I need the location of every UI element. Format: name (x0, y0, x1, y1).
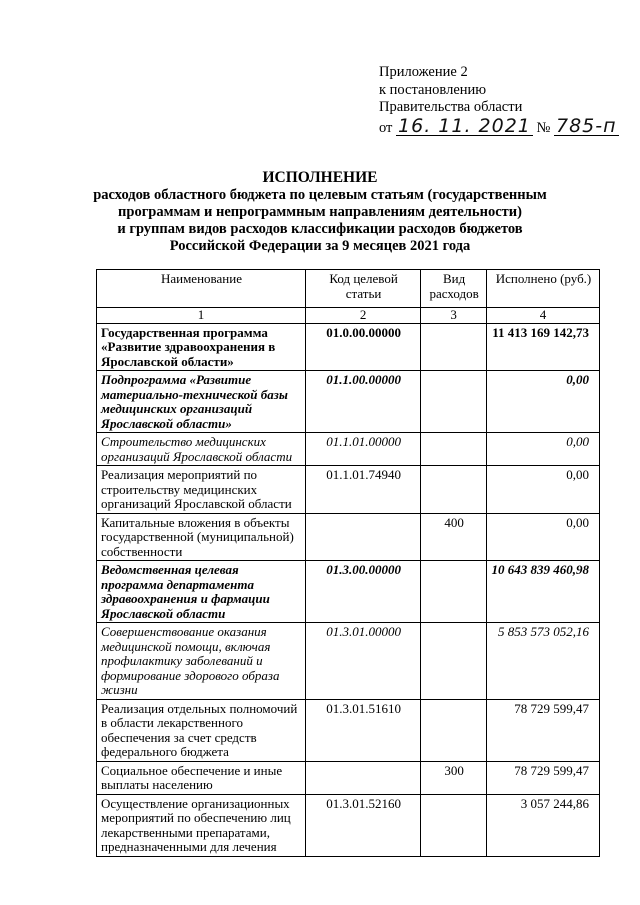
table-row (97, 761, 600, 794)
row-name: Подпрограмма «Развитие материально-технической базы медицинских организаций Ярославской области» (97, 371, 306, 433)
table-row (97, 699, 600, 761)
row-sum: 0,00 (486, 513, 599, 561)
row-code: 01.1.01.00000 (305, 433, 420, 466)
document-title (0, 169, 640, 255)
row-code: 01.1.00.00000 (305, 371, 420, 433)
row-name: Социальное обеспечение и иные выплаты населению (97, 761, 306, 794)
row-code: 01.3.01.00000 (305, 623, 420, 700)
row-type (421, 371, 487, 433)
title-line-2: программам и непрограммным направлениям деятельности) (118, 204, 522, 220)
row-name: Ведомственная целевая программа департамента здравоохранения и фармации Ярославской области (97, 561, 306, 623)
date-prefix: от (379, 119, 393, 136)
row-code: 01.3.00.00000 (305, 561, 420, 623)
col-number-1: 1 (97, 308, 306, 324)
row-code (305, 761, 420, 794)
appendix-date-line (379, 114, 619, 138)
column-number-row (97, 308, 600, 324)
title-line-3: и группам видов расходов классификации расходов бюджетов (117, 221, 523, 237)
table-row (97, 371, 600, 433)
header-type: Вид расходов (421, 270, 487, 308)
row-sum: 0,00 (486, 371, 599, 433)
col-number-4: 4 (486, 308, 599, 324)
row-type: 400 (421, 513, 487, 561)
row-name: Совершенствование оказания медицинской помощи, включая профилактику заболеваний и формирование здорового образа жизни (97, 623, 306, 700)
row-sum: 3 057 244,86 (486, 794, 599, 856)
col-number-3: 3 (421, 308, 487, 324)
row-name: Реализация отдельных полномочий в области лекарственного обеспечения за счет средств федерального бюджета (97, 699, 306, 761)
row-sum: 11 413 169 142,73 (486, 323, 599, 371)
row-code: 01.1.01.74940 (305, 466, 420, 514)
title-main: ИСПОЛНЕНИЕ (262, 169, 378, 186)
row-sum: 0,00 (486, 466, 599, 514)
row-sum: 78 729 599,47 (486, 761, 599, 794)
table-row (97, 323, 600, 371)
table-row (97, 561, 600, 623)
row-type (421, 466, 487, 514)
row-type (421, 699, 487, 761)
row-sum: 78 729 599,47 (486, 699, 599, 761)
table-row (97, 794, 600, 856)
header-name: Наименование (97, 270, 306, 308)
table-row (97, 623, 600, 700)
handwritten-number: 785-п (556, 114, 617, 137)
header-sum: Исполнено (руб.) (486, 270, 599, 308)
title-line-1: расходов областного бюджета по целевым статьям (государственным (93, 187, 547, 203)
budget-table (96, 269, 600, 857)
row-code: 01.3.01.51610 (305, 699, 420, 761)
appendix-line-3: Правительства области (379, 99, 523, 115)
row-sum: 10 643 839 460,98 (486, 561, 599, 623)
table-row (97, 466, 600, 514)
appendix-block (379, 64, 619, 137)
row-name: Осуществление организационных мероприятий по обеспечению лиц лекарственными препаратами, предназначенными для лечения (97, 794, 306, 856)
row-type (421, 433, 487, 466)
row-name: Капитальные вложения в объекты государственной (муниципальной) собственности (97, 513, 306, 561)
row-code: 01.0.00.00000 (305, 323, 420, 371)
row-code (305, 513, 420, 561)
table-header-row (97, 270, 600, 308)
row-name: Государственная программа «Развитие здравоохранения в Ярославской области» (97, 323, 306, 371)
col-number-2: 2 (305, 308, 420, 324)
appendix-line-2: к постановлению (379, 81, 487, 98)
row-code: 01.3.01.52160 (305, 794, 420, 856)
row-name: Строительство медицинских организаций Ярославской области (97, 433, 306, 466)
row-type (421, 323, 487, 371)
row-type (421, 794, 487, 856)
title-line-4: Российской Федерации за 9 месяцев 2021 года (169, 238, 471, 254)
table-row (97, 433, 600, 466)
row-sum: 0,00 (486, 433, 599, 466)
number-prefix: № (536, 119, 551, 136)
row-type (421, 623, 487, 700)
table-row (97, 513, 600, 561)
handwritten-date: 16. 11. 2021 (398, 114, 531, 137)
row-sum: 5 853 573 052,16 (486, 623, 599, 700)
appendix-line-1: Приложение 2 (379, 64, 468, 80)
row-type (421, 561, 487, 623)
row-name: Реализация мероприятий по строительству медицинских организаций Ярославской области (97, 466, 306, 514)
header-code: Код целевой статьи (305, 270, 420, 308)
row-type: 300 (421, 761, 487, 794)
